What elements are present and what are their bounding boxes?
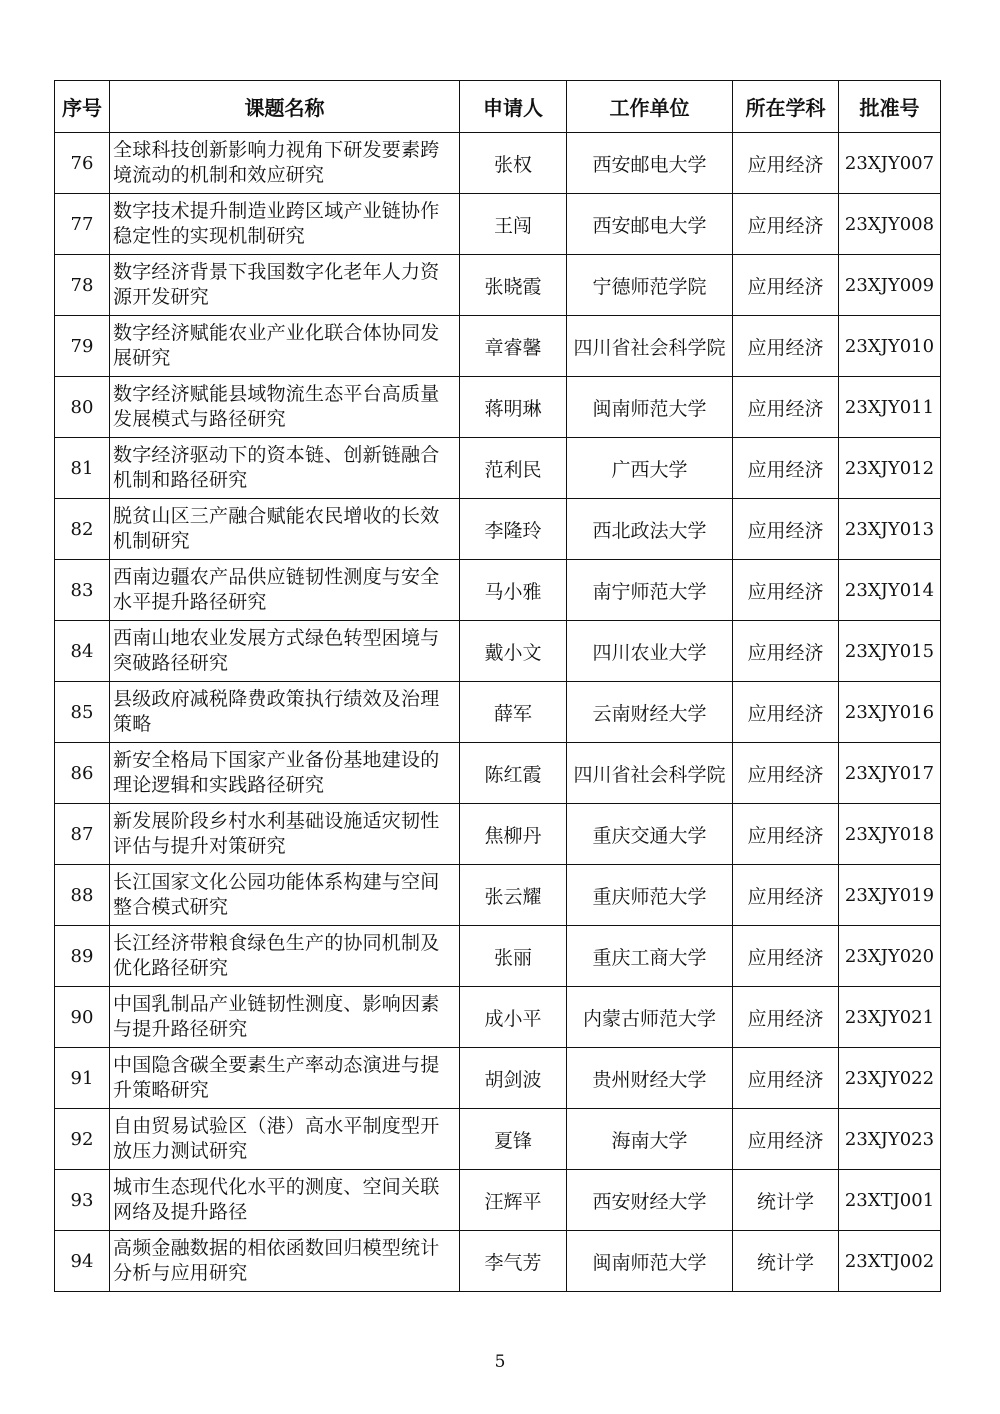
cell-work-unit: 重庆师范大学 xyxy=(567,865,733,926)
cell-approval-no: 23XJY019 xyxy=(839,865,941,926)
cell-subject: 应用经济 xyxy=(733,1048,839,1109)
cell-work-unit: 四川省社会科学院 xyxy=(567,743,733,804)
cell-serial-no: 77 xyxy=(55,194,110,255)
cell-work-unit: 西安财经大学 xyxy=(567,1170,733,1231)
cell-work-unit: 南宁师范大学 xyxy=(567,560,733,621)
cell-subject: 统计学 xyxy=(733,1231,839,1292)
cell-approval-no: 23XJY011 xyxy=(839,377,941,438)
cell-work-unit: 闽南师范大学 xyxy=(567,1231,733,1292)
cell-serial-no: 76 xyxy=(55,133,110,194)
table-row xyxy=(55,377,941,438)
cell-project-title: 数字经济驱动下的资本链、创新链融合机制和路径研究 xyxy=(110,438,460,499)
cell-project-title: 高频金融数据的相依函数回归模型统计分析与应用研究 xyxy=(110,1231,460,1292)
cell-applicant: 王闯 xyxy=(460,194,567,255)
cell-work-unit: 西安邮电大学 xyxy=(567,194,733,255)
table-row xyxy=(55,499,941,560)
cell-approval-no: 23XJY014 xyxy=(839,560,941,621)
table-row xyxy=(55,865,941,926)
cell-serial-no: 78 xyxy=(55,255,110,316)
cell-work-unit: 广西大学 xyxy=(567,438,733,499)
cell-applicant: 张丽 xyxy=(460,926,567,987)
header-approval-no: 批准号 xyxy=(839,81,941,133)
cell-subject: 应用经济 xyxy=(733,804,839,865)
cell-work-unit: 海南大学 xyxy=(567,1109,733,1170)
cell-serial-no: 87 xyxy=(55,804,110,865)
cell-project-title: 长江国家文化公园功能体系构建与空间整合模式研究 xyxy=(110,865,460,926)
cell-approval-no: 23XJY016 xyxy=(839,682,941,743)
cell-applicant: 夏锋 xyxy=(460,1109,567,1170)
cell-applicant: 戴小文 xyxy=(460,621,567,682)
cell-subject: 统计学 xyxy=(733,1170,839,1231)
table-body xyxy=(55,133,941,1292)
cell-project-title: 数字经济赋能县域物流生态平台高质量发展模式与路径研究 xyxy=(110,377,460,438)
table-row xyxy=(55,316,941,377)
table-row xyxy=(55,133,941,194)
cell-subject: 应用经济 xyxy=(733,743,839,804)
cell-approval-no: 23XJY020 xyxy=(839,926,941,987)
cell-approval-no: 23XJY023 xyxy=(839,1109,941,1170)
cell-work-unit: 贵州财经大学 xyxy=(567,1048,733,1109)
header-applicant: 申请人 xyxy=(460,81,567,133)
cell-approval-no: 23XJY010 xyxy=(839,316,941,377)
cell-applicant: 张云耀 xyxy=(460,865,567,926)
cell-subject: 应用经济 xyxy=(733,1109,839,1170)
cell-approval-no: 23XJY018 xyxy=(839,804,941,865)
cell-subject: 应用经济 xyxy=(733,316,839,377)
cell-serial-no: 92 xyxy=(55,1109,110,1170)
cell-project-title: 数字经济背景下我国数字化老年人力资源开发研究 xyxy=(110,255,460,316)
cell-subject: 应用经济 xyxy=(733,133,839,194)
cell-project-title: 新安全格局下国家产业备份基地建设的理论逻辑和实践路径研究 xyxy=(110,743,460,804)
table-row xyxy=(55,621,941,682)
cell-project-title: 城市生态现代化水平的测度、空间关联网络及提升路径 xyxy=(110,1170,460,1231)
cell-applicant: 张晓霞 xyxy=(460,255,567,316)
cell-work-unit: 宁德师范学院 xyxy=(567,255,733,316)
table-row xyxy=(55,743,941,804)
cell-approval-no: 23XJY015 xyxy=(839,621,941,682)
cell-work-unit: 西安邮电大学 xyxy=(567,133,733,194)
cell-subject: 应用经济 xyxy=(733,560,839,621)
cell-work-unit: 四川农业大学 xyxy=(567,621,733,682)
table-row xyxy=(55,682,941,743)
cell-project-title: 中国隐含碳全要素生产率动态演进与提升策略研究 xyxy=(110,1048,460,1109)
cell-project-title: 西南边疆农产品供应链韧性测度与安全水平提升路径研究 xyxy=(110,560,460,621)
table-header-row xyxy=(55,81,941,133)
page-number: 5 xyxy=(494,1352,506,1372)
cell-serial-no: 89 xyxy=(55,926,110,987)
cell-work-unit: 四川省社会科学院 xyxy=(567,316,733,377)
cell-applicant: 李隆玲 xyxy=(460,499,567,560)
cell-work-unit: 重庆交通大学 xyxy=(567,804,733,865)
cell-serial-no: 82 xyxy=(55,499,110,560)
cell-approval-no: 23XJY017 xyxy=(839,743,941,804)
cell-work-unit: 重庆工商大学 xyxy=(567,926,733,987)
cell-subject: 应用经济 xyxy=(733,438,839,499)
cell-work-unit: 内蒙古师范大学 xyxy=(567,987,733,1048)
cell-applicant: 章睿馨 xyxy=(460,316,567,377)
cell-applicant: 李气芳 xyxy=(460,1231,567,1292)
cell-project-title: 数字经济赋能农业产业化联合体协同发展研究 xyxy=(110,316,460,377)
cell-approval-no: 23XJY012 xyxy=(839,438,941,499)
cell-serial-no: 91 xyxy=(55,1048,110,1109)
cell-project-title: 脱贫山区三产融合赋能农民增收的长效机制研究 xyxy=(110,499,460,560)
cell-serial-no: 86 xyxy=(55,743,110,804)
cell-subject: 应用经济 xyxy=(733,865,839,926)
cell-serial-no: 94 xyxy=(55,1231,110,1292)
cell-work-unit: 西北政法大学 xyxy=(567,499,733,560)
cell-serial-no: 93 xyxy=(55,1170,110,1231)
cell-subject: 应用经济 xyxy=(733,987,839,1048)
table-row xyxy=(55,987,941,1048)
cell-approval-no: 23XJY022 xyxy=(839,1048,941,1109)
table-row xyxy=(55,1109,941,1170)
cell-serial-no: 79 xyxy=(55,316,110,377)
cell-approval-no: 23XTJ002 xyxy=(839,1231,941,1292)
cell-applicant: 张权 xyxy=(460,133,567,194)
cell-approval-no: 23XJY009 xyxy=(839,255,941,316)
cell-serial-no: 90 xyxy=(55,987,110,1048)
cell-approval-no: 23XJY013 xyxy=(839,499,941,560)
cell-project-title: 西南山地农业发展方式绿色转型困境与突破路径研究 xyxy=(110,621,460,682)
cell-serial-no: 83 xyxy=(55,560,110,621)
cell-serial-no: 88 xyxy=(55,865,110,926)
cell-work-unit: 云南财经大学 xyxy=(567,682,733,743)
table-row xyxy=(55,194,941,255)
project-table xyxy=(54,80,941,1292)
cell-serial-no: 84 xyxy=(55,621,110,682)
table-row xyxy=(55,1048,941,1109)
table-row xyxy=(55,804,941,865)
cell-applicant: 陈红霞 xyxy=(460,743,567,804)
cell-applicant: 范利民 xyxy=(460,438,567,499)
header-serial-no: 序号 xyxy=(55,81,110,133)
table-row xyxy=(55,926,941,987)
cell-approval-no: 23XTJ001 xyxy=(839,1170,941,1231)
cell-project-title: 自由贸易试验区（港）高水平制度型开放压力测试研究 xyxy=(110,1109,460,1170)
table-row xyxy=(55,438,941,499)
cell-serial-no: 81 xyxy=(55,438,110,499)
cell-project-title: 县级政府减税降费政策执行绩效及治理策略 xyxy=(110,682,460,743)
cell-project-title: 全球科技创新影响力视角下研发要素跨境流动的机制和效应研究 xyxy=(110,133,460,194)
cell-applicant: 成小平 xyxy=(460,987,567,1048)
table-row xyxy=(55,1231,941,1292)
cell-applicant: 汪辉平 xyxy=(460,1170,567,1231)
cell-subject: 应用经济 xyxy=(733,621,839,682)
cell-applicant: 马小雅 xyxy=(460,560,567,621)
cell-applicant: 薛军 xyxy=(460,682,567,743)
cell-project-title: 中国乳制品产业链韧性测度、影响因素与提升路径研究 xyxy=(110,987,460,1048)
cell-serial-no: 85 xyxy=(55,682,110,743)
cell-project-title: 数字技术提升制造业跨区域产业链协作稳定性的实现机制研究 xyxy=(110,194,460,255)
table-row xyxy=(55,255,941,316)
cell-subject: 应用经济 xyxy=(733,194,839,255)
cell-subject: 应用经济 xyxy=(733,499,839,560)
table-row xyxy=(55,560,941,621)
header-subject: 所在学科 xyxy=(733,81,839,133)
cell-subject: 应用经济 xyxy=(733,255,839,316)
cell-project-title: 长江经济带粮食绿色生产的协同机制及优化路径研究 xyxy=(110,926,460,987)
cell-subject: 应用经济 xyxy=(733,682,839,743)
header-project-title: 课题名称 xyxy=(110,81,460,133)
header-work-unit: 工作单位 xyxy=(567,81,733,133)
cell-applicant: 胡剑波 xyxy=(460,1048,567,1109)
table-row xyxy=(55,1170,941,1231)
cell-approval-no: 23XJY021 xyxy=(839,987,941,1048)
cell-approval-no: 23XJY008 xyxy=(839,194,941,255)
cell-work-unit: 闽南师范大学 xyxy=(567,377,733,438)
cell-applicant: 蒋明琳 xyxy=(460,377,567,438)
cell-subject: 应用经济 xyxy=(733,926,839,987)
cell-subject: 应用经济 xyxy=(733,377,839,438)
cell-applicant: 焦柳丹 xyxy=(460,804,567,865)
cell-project-title: 新发展阶段乡村水利基础设施适灾韧性评估与提升对策研究 xyxy=(110,804,460,865)
cell-approval-no: 23XJY007 xyxy=(839,133,941,194)
cell-serial-no: 80 xyxy=(55,377,110,438)
